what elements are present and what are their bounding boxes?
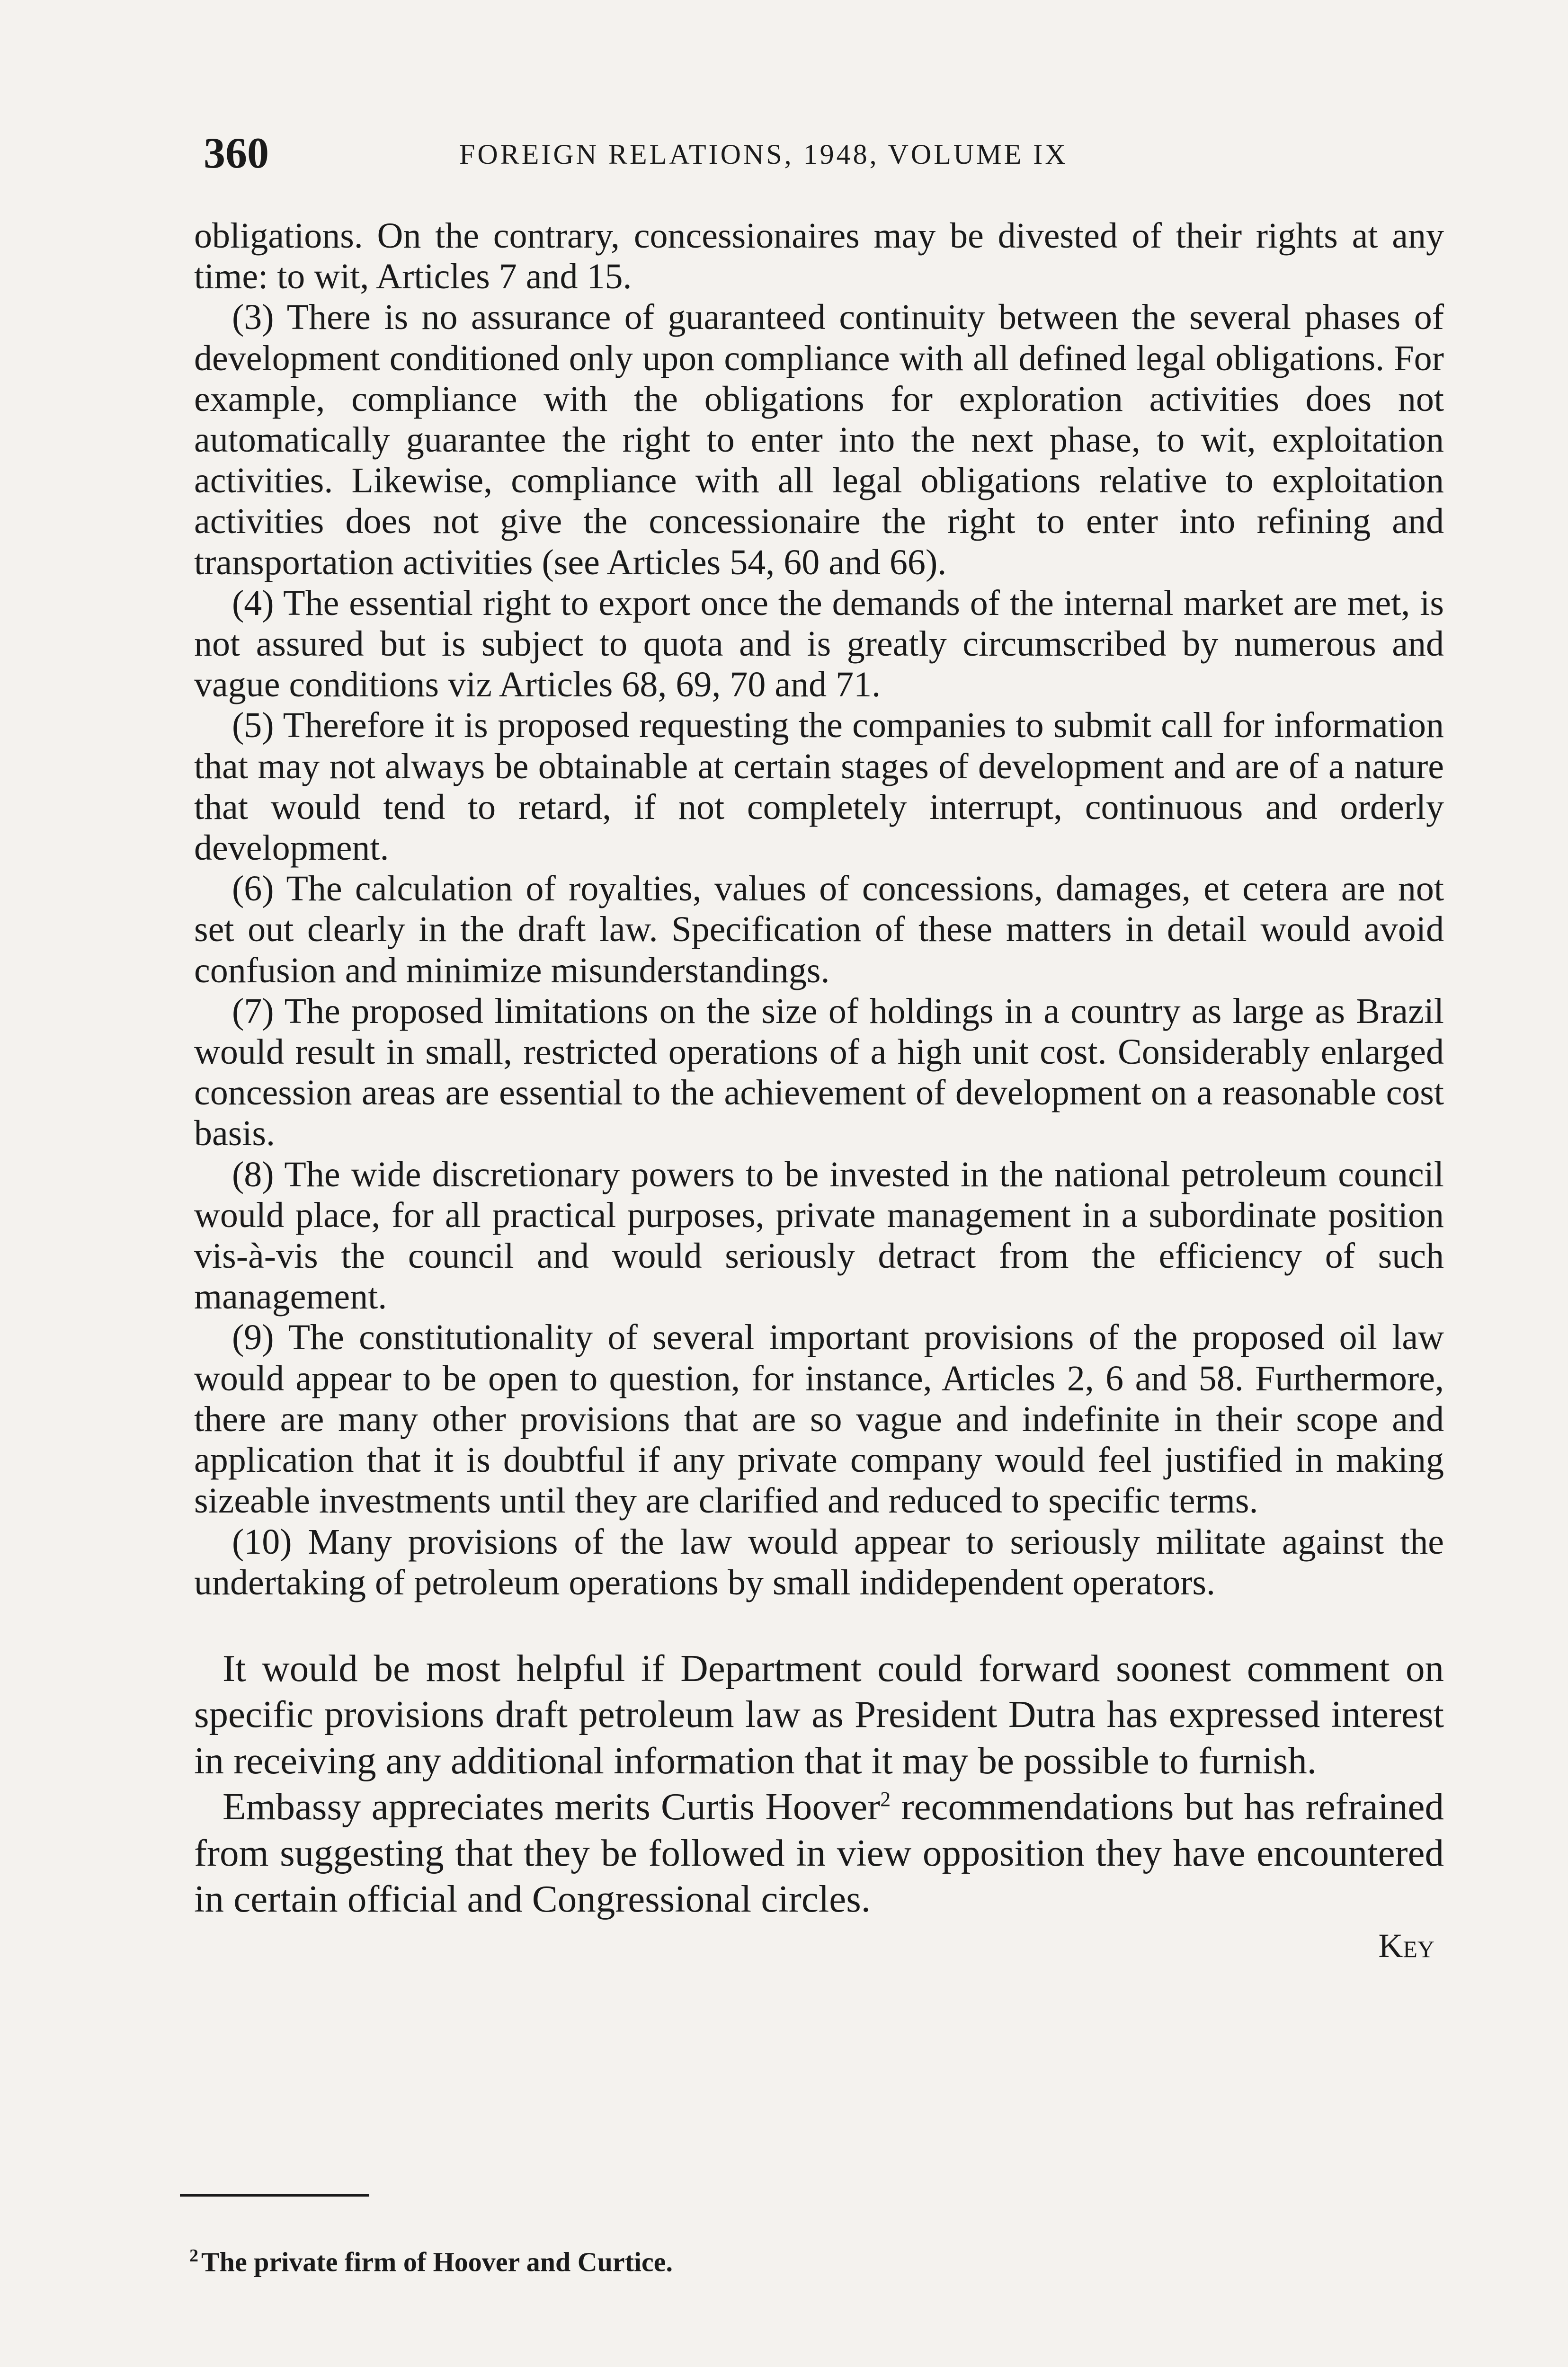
point-5: (5) Therefore it is proposed requesting the companies to submit call for information that may not always be obtainable at certain stages of development and are of a nature that would tend to retard, if not completely interrupt, continuous and orderly development. [194,705,1444,868]
point-10: (10) Many provisions of the law would appear to seriously militate against the undertaking of petroleum operations by small indidependent operators. [194,1522,1444,1602]
numbered-points [194,215,1444,1603]
closing-text-after-ref: recommendations but has refrained from suggesting that they be followed in view opposition they have encountered in certain official and Congressional circles. [194,1785,1444,1921]
page-header [204,127,1434,179]
point-8: (8) The wide discretionary powers to be invested in the national petroleum council would place, for all practical purposes, private management in a subordinate position vis-à-vis the council and would seriously detract from the efficiency of such management. [194,1154,1444,1317]
point-6: (6) The calculation of royalties, values of concessions, damages, et cetera are not set out clearly in the draft law. Specification of these matters in detail would avoid confusion and minimize misunderstandings. [194,869,1444,990]
footnote-text: The private firm of Hoover and Curtice. [201,2246,673,2278]
closing-paragraph-2 [194,1784,1444,1922]
paragraph-continuation: obligations. On the contrary, concessionaires may be divested of their rights at any time: to wit, Articles 7 and 15. [194,216,1444,297]
signature: Key [1378,1926,1434,1965]
footnote-reference: 2 [880,1788,891,1811]
closing-text-before-ref: Embassy appreciates merits Curtis Hoover [223,1785,881,1828]
closing-paragraph-1: It would be most helpful if Department could forward soonest comment on specific provisions draft petroleum law as President Dutra has expressed interest in receiving any additional information that it may be possible to furnish. [194,1646,1444,1782]
closing-section [194,1646,1444,1969]
point-7: (7) The proposed limitations on the size of holdings in a country as large as Brazil would result in small, restricted operations of a high unit cost. Considerably enlarged concession areas are essential to the achievement of development on a reasonable cost basis. [194,991,1444,1154]
point-4: (4) The essential right to export once the demands of the internal market are met, is not assured but is subject to quota and is greatly circumscribed by numerous and vague conditions viz Articles 68, 69, 70 and 71. [194,583,1444,705]
footnote [189,2237,673,2281]
point-9: (9) The constitutionality of several important provisions of the proposed oil law would appear to be open to question, for instance, Articles 2, 6 and 58. Furthermore, there are many other provisions that are so vague and indefinite in their scope and application that it is doubtful if any private company would feel justified in making sizeable investments until they are clarified and reduced to specific terms. [194,1317,1444,1521]
point-3: (3) There is no assurance of guaranteed continuity between the several phases of development conditioned only upon compliance with all defined legal obligations. For example, compliance with the obligations for exploration activities does not automatically guarantee the right to enter into the next phase, to wit, exploitation activities. Likewise, compliance with all legal obligations relative to exploitation activities does not give the concessionaire the right to enter into refining and transportation activities (see Articles 54, 60 and 66). [194,297,1444,582]
footnote-marker: 2 [189,2246,198,2266]
document-body [194,215,1444,1969]
page-number: 360 [204,129,269,177]
running-head: FOREIGN RELATIONS, 1948, VOLUME IX [459,139,1068,170]
footnote-divider [180,2194,369,2197]
